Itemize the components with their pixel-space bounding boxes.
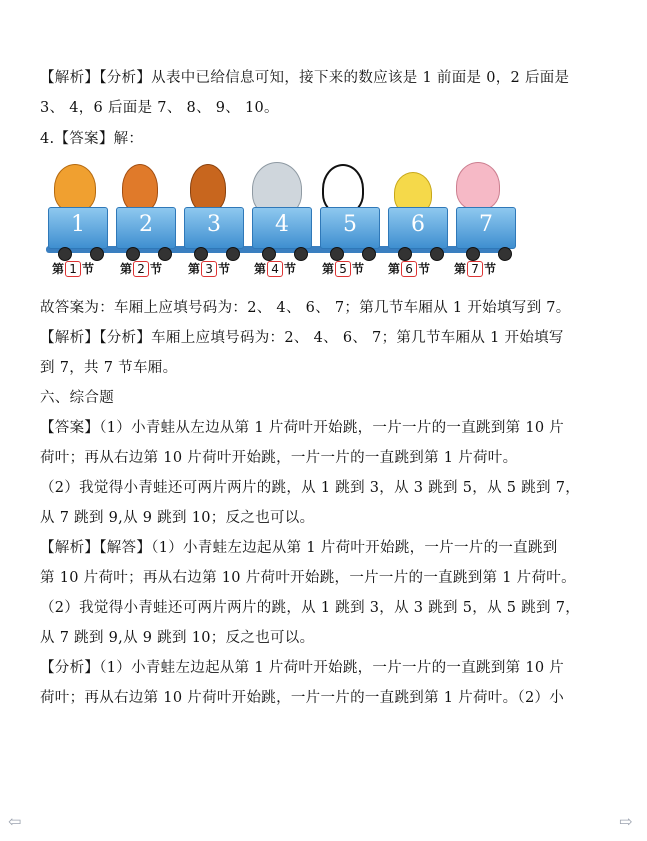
label-number: 2: [133, 261, 149, 277]
label-suffix: 节: [150, 262, 163, 276]
text-line-1: 【解析】【分析】从表中已给信息可知，接下来的数应该是 1 前面是 0，2 后面是: [40, 70, 570, 86]
wheel: [58, 247, 72, 261]
label-suffix: 节: [352, 262, 365, 276]
prev-page-arrow-icon[interactable]: ⇦: [8, 812, 22, 831]
car-label-4: [254, 260, 296, 277]
wheel: [90, 247, 104, 261]
car-number: 5: [343, 212, 357, 237]
car-number: 2: [139, 212, 153, 237]
text-line-2: 3、 4，6 后面是 7、 8、 9、 10。: [40, 100, 279, 116]
label-number: 1: [65, 261, 81, 277]
car-label-3: [188, 260, 230, 277]
label-prefix: 第: [254, 262, 267, 276]
car-number: 4: [275, 212, 289, 237]
next-page-arrow-icon[interactable]: ⇨: [619, 812, 633, 831]
train-car-2: [116, 207, 176, 249]
car-number: 3: [207, 212, 221, 237]
label-suffix: 节: [418, 262, 431, 276]
label-number: 6: [401, 261, 417, 277]
train-car-4: [252, 207, 312, 249]
label-suffix: 节: [218, 262, 231, 276]
wheel: [226, 247, 240, 261]
label-prefix: 第: [388, 262, 401, 276]
text-line-3: 4.【答案】解：: [40, 131, 144, 147]
monkey-icon: [190, 164, 226, 212]
car-label-2: [120, 260, 162, 277]
label-prefix: 第: [188, 262, 201, 276]
wheel: [194, 247, 208, 261]
train-car-3: [184, 207, 244, 249]
train-illustration: [44, 162, 514, 282]
text-line-5: 【解析】【分析】车厢上应填号码为：2、 4、 6、 7；第几节车厢从 1 开始填写: [40, 330, 564, 346]
text-line-9: 荷叶；再从右边第 10 片荷叶开始跳，一片一片的一直跳到第 1 片荷叶。: [40, 450, 518, 466]
train-car-7: [456, 207, 516, 249]
text-line-8: 【答案】（1）小青蛙从左边从第 1 片荷叶开始跳，一片一片的一直跳到第 10 片: [40, 420, 565, 436]
text-line-11: 从 7 跳到 9,从 9 跳到 10；反之也可以。: [40, 510, 315, 526]
label-prefix: 第: [120, 262, 133, 276]
label-suffix: 节: [484, 262, 497, 276]
label-number: 7: [467, 261, 483, 277]
text-line-15: 从 7 跳到 9,从 9 跳到 10；反之也可以。: [40, 630, 315, 646]
label-number: 4: [267, 261, 283, 277]
wheel: [466, 247, 480, 261]
label-prefix: 第: [52, 262, 65, 276]
car-label-6: [388, 260, 430, 277]
label-prefix: 第: [322, 262, 335, 276]
wheel: [294, 247, 308, 261]
car-label-5: [322, 260, 364, 277]
wheel: [126, 247, 140, 261]
wheel: [430, 247, 444, 261]
squirrel-icon: [122, 164, 158, 212]
car-label-7: [454, 260, 496, 277]
section-heading: 六、综合题: [40, 390, 114, 406]
label-prefix: 第: [454, 262, 467, 276]
wheel: [262, 247, 276, 261]
text-line-14: （2）我觉得小青蛙还可两片两片的跳，从 1 跳到 3，从 3 跳到 5，从 5 跳到 7，: [40, 600, 581, 616]
label-number: 3: [201, 261, 217, 277]
pig-icon: [456, 162, 500, 210]
tiger-icon: [54, 164, 96, 212]
text-line-12: 【解析】【解答】（1）小青蛙左边起从第 1 片荷叶开始跳，一片一片的一直跳到: [40, 540, 558, 556]
wheel: [158, 247, 172, 261]
text-line-13: 第 10 片荷叶；再从右边第 10 片荷叶开始跳，一片一片的一直跳到第 1 片荷叶。: [40, 570, 576, 586]
text-line-6: 到 7，共 7 节车厢。: [40, 360, 178, 376]
car-number: 1: [71, 212, 85, 237]
car-number: 6: [411, 212, 425, 237]
label-number: 5: [335, 261, 351, 277]
train-car-1: [48, 207, 108, 249]
text-line-10: （2）我觉得小青蛙还可两片两片的跳，从 1 跳到 3，从 3 跳到 5，从 5 跳到 7，: [40, 480, 581, 496]
train-car-6: [388, 207, 448, 249]
text-line-16: 【分析】（1）小青蛙左边起从第 1 片荷叶开始跳，一片一片的一直跳到第 10 片: [40, 660, 565, 676]
label-suffix: 节: [82, 262, 95, 276]
wheel: [498, 247, 512, 261]
wheel: [398, 247, 412, 261]
wheel: [330, 247, 344, 261]
text-line-17: 荷叶；再从右边第 10 片荷叶开始跳，一片一片的一直跳到第 1 片荷叶。（2）小: [40, 690, 565, 706]
train-car-5: [320, 207, 380, 249]
label-suffix: 节: [284, 262, 297, 276]
car-label-1: [52, 260, 94, 277]
car-number: 7: [479, 212, 493, 237]
wheel: [362, 247, 376, 261]
text-line-4: 故答案为：车厢上应填号码为：2、 4、 6、 7；第几节车厢从 1 开始填写到 7。: [40, 300, 571, 316]
